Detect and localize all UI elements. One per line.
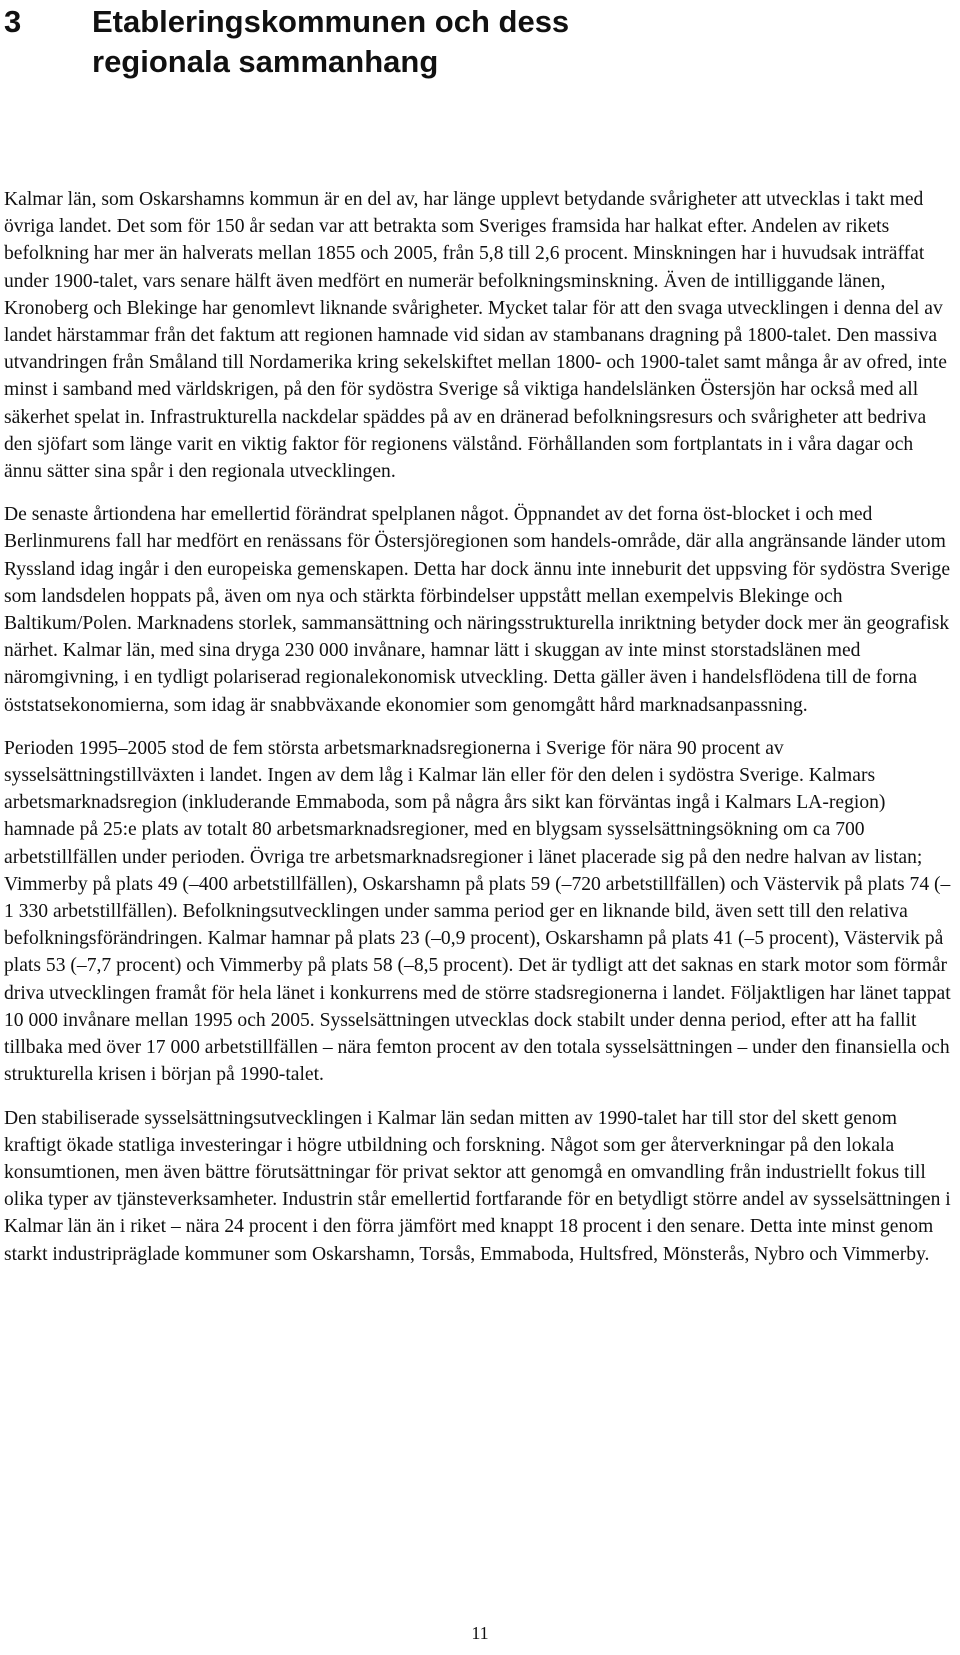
chapter-title bbox=[92, 2, 956, 82]
document-page bbox=[0, 2, 960, 1655]
chapter-title-line-1: Etableringskommunen och dess bbox=[92, 4, 570, 39]
paragraph-1: Kalmar län, som Oskarshamns kommun är en del av, har länge upplevt betydande svårigheter att utvecklas i takt med övriga landet. Det som för 150 år sedan var att betrakta som Sveriges framsida har halkat efter. Andelen av rikets befolkning har mer än halverats mellan 1855 och 2005, från 5,8 till 2,6 procent. Minskningen har i huvudsak inträffat under 1900-talet, vars senare hälft även medfört en numerär befolkningsminskning. Även de intilliggande länen, Kronoberg och Blekinge har genomlevt liknande svårigheter. Mycket talar för att den svaga utvecklingen i denna del av landet härstammar från det faktum att regionen hamnade vid sidan av stambanans dragning på 1800-talet. Den massiva utvandringen från Småland till Nordamerika kring sekelskiftet mellan 1800- och 1900-talet samt många år av ofred, inte minst i samband med världskrigen, på den för sydöstra Sverige så viktiga handelslänken Östersjön har också med all säkerhet spelat in. Infrastrukturella nackdelar späddes på av en dränerad befolkningsresurs och svårigheter att bedriva den sjöfart som länge varit en viktig faktor för regionens välstånd. Förhållanden som fortplantats in i våra dagar och ännu sätter sina spår i den regionala utvecklingen. bbox=[4, 189, 947, 483]
page-number: 11 bbox=[471, 1623, 489, 1643]
body-text bbox=[4, 186, 956, 1284]
chapter-number: 3 bbox=[4, 4, 22, 39]
paragraph-4: Den stabiliserade sysselsättningsutvecklingen i Kalmar län sedan mitten av 1990-talet har till stor del skett genom kraftigt ökade statliga investeringar i högre utbildning och forskning. Något som ger återverkningar på den lokala konsumtionen, men även bättre förutsättningar för privat sektor att genomgå en omvandling från industriellt fokus till olika typer av tjänsteverksamheter. Industrin står emellertid fortfarande för en betydligt större andel av sysselsättningen i Kalmar län än i riket – nära 24 procent i den förra jämfört med knappt 18 procent i den senare. Detta inte minst genom starkt industripräglade kommuner som Oskarshamn, Torsås, Emmaboda, Hultsfred, Mönsterås, Nybro och Vimmerby. bbox=[4, 1107, 951, 1265]
chapter-heading bbox=[4, 2, 956, 82]
chapter-title-line-2: regionala sammanhang bbox=[92, 44, 439, 79]
paragraph-3: Perioden 1995–2005 stod de fem största arbetsmarknadsregionerna i Sverige för nära 90 procent av sysselsättningstillväxten i landet. Ingen av dem låg i Kalmar län eller för den delen i sydöstra Sverige. Kalmars arbetsmarknadsregion (inkluderande Emmaboda, som på några års sikt kan förväntas ingå i Kalmars LA-region) hamnade på 25:e plats av totalt 80 arbetsmarknadsregioner, med en blygsam sysselsättningsökning om ca 700 arbetstillfällen under perioden. Övriga tre arbetsmarknadsregioner i länet placerade sig på den nedre halvan av listan; Vimmerby på plats 49 (–400 arbetstillfällen), Oskarshamn på plats 59 (–720 arbetstillfällen) och Västervik på plats 74 (–1 330 arbetstillfällen). Befolkningsutvecklingen under samma period ger en liknande bild, även sett till den relativa befolkningsförändringen. Kalmar hamnar på plats 23 (–0,9 procent), Oskarshamn på plats 41 (–5 procent), Västervik på plats 53 (–7,7 procent) och Vimmerby på plats 58 (–8,5 procent). Det är tydligt att det saknas en stark motor som förmår driva utvecklingen framåt för hela länet i konkurrens med de större stadsregionerna i landet. Följaktligen har länet tappat 10 000 invånare mellan 1995 och 2005. Sysselsättningen utvecklas dock stabilt under denna period, efter att ha fallit tillbaka med över 17 000 arbetstillfällen – nära femton procent av den totala sysselsättningen – under den finansiella och strukturella krisen i början på 1990-talet. bbox=[4, 737, 951, 1086]
paragraph-2: De senaste årtiondena har emellertid förändrat spelplanen något. Öppnandet av det forna öst-blocket i och med Berlinmurens fall har medfört en renässans för Östersjöregionen som handels-område, där alla angränsande länder utom Ryssland idag ingår i den europeiska gemenskapen. Detta har dock ännu inte inneburit det uppsving för sydöstra Sverige som landsdelen hoppats på, även om nya och stärkta förbindelser uppstått mellan exempelvis Blekinge och Baltikum/Polen. Marknadens storlek, sammansättning och näringsstrukturella inriktning betyder dock mer än geografisk närhet. Kalmar län, med sina dryga 230 000 invånare, hamnar lätt i skuggan av inte minst storstadslänen med näromgivning, i en tydligt polariserad regionalekonomisk utveckling. Detta gäller även i handelsflödena till de forna öststatsekonomierna, som idag är snabbväxande ekonomier som genomgått hård marknadsanpassning. bbox=[4, 504, 951, 716]
